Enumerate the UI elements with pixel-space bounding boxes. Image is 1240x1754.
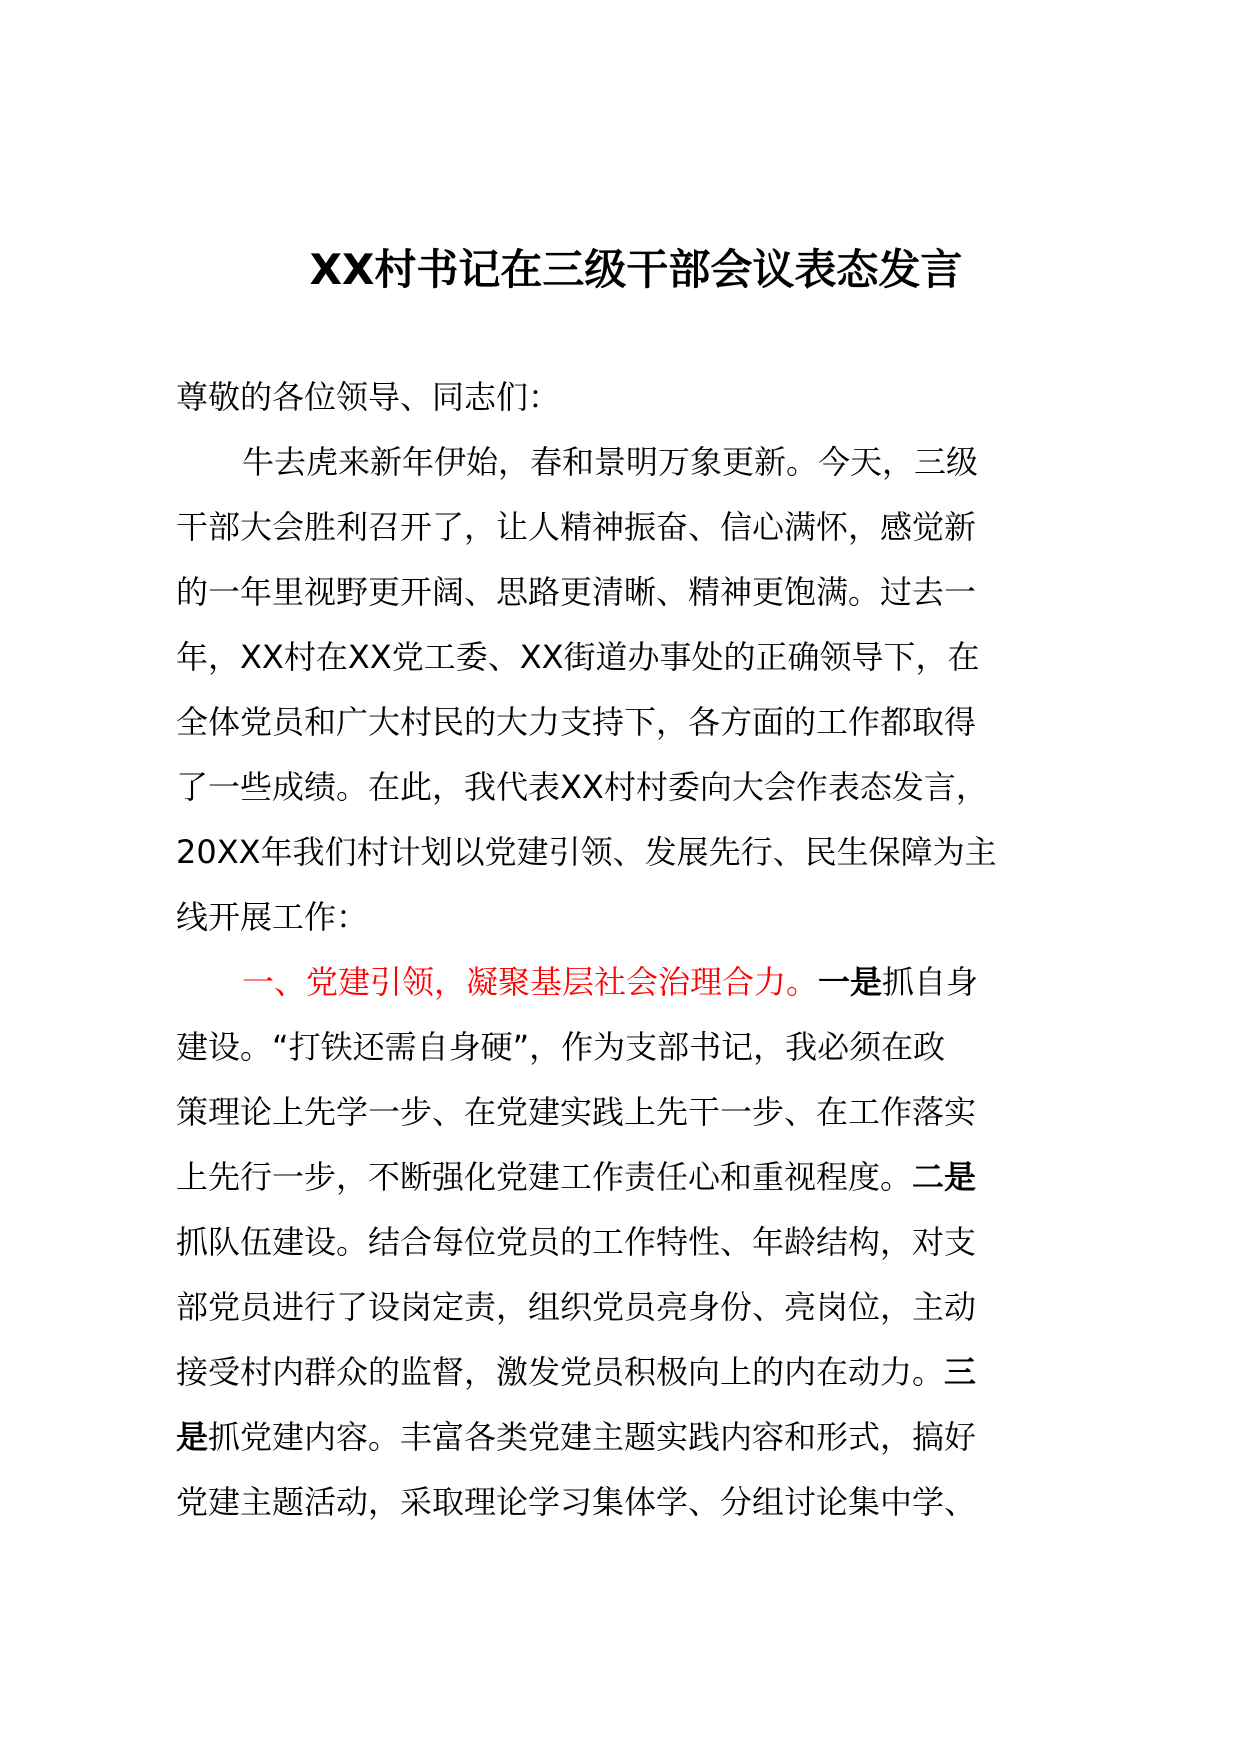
point-2-marker: 二是 [912, 1158, 977, 1196]
paragraph-line: 线开展工作： [176, 898, 369, 936]
document-body [176, 365, 1106, 1535]
paragraph-line: 干部大会胜利召开了，让人精神振奋、信心满怀，感觉新 [176, 508, 977, 546]
section-1-first-line [176, 950, 1106, 1015]
paragraph-line: 建设。“打铁还需自身硬”，作为支部书记，我必须在政 [176, 1028, 946, 1066]
paragraph-text: 抓党建内容。丰富各类党建主题实践内容和形式，搞好 [208, 1418, 977, 1456]
section-1-heading: 一、党建引领，凝聚基层社会治理合力。 [242, 963, 819, 1001]
paragraph-text: 上先行一步，不断强化党建工作责任心和重视程度。 [176, 1158, 913, 1196]
point-1-marker: 一是 [818, 963, 883, 1001]
paragraph-line: 牛去虎来新年伊始，春和景明万象更新。今天，三级 [242, 443, 979, 481]
paragraph-line: 全体党员和广大村民的大力支持下，各方面的工作都取得 [176, 703, 977, 741]
paragraph-line: 的一年里视野更开阔、思路更清晰、精神更饱满。过去一 [176, 573, 977, 611]
salutation: 尊敬的各位领导、同志们： [176, 378, 561, 416]
document-title: XX村书记在三级干部会议表态发言 [309, 245, 963, 294]
paragraph-line [176, 1405, 1106, 1470]
paragraph-line: 部党员进行了设岗定责，组织党员亮身份、亮岗位，主动 [176, 1288, 977, 1326]
paragraph-line [176, 1145, 1106, 1210]
paragraph-line: 党建主题活动，采取理论学习集体学、分组讨论集中学、 [176, 1483, 977, 1521]
paragraph-line: 20XX年我们村计划以党建引领、发展先行、民生保障为主 [176, 833, 997, 871]
paragraph-text: 抓自身 [882, 963, 979, 1001]
point-3-marker-end: 是 [176, 1418, 209, 1456]
paragraph-line: 抓队伍建设。结合每位党员的工作特性、年龄结构，对支 [176, 1223, 977, 1261]
point-3-marker-start: 三 [944, 1353, 977, 1391]
paragraph-text: 接受村内群众的监督，激发党员积极向上的内在动力。 [176, 1353, 945, 1391]
paragraph-line [176, 1340, 1106, 1405]
paragraph-line: 了一些成绩。在此，我代表XX村村委向大会作表态发言， [176, 768, 988, 806]
paragraph-line: 策理论上先学一步、在党建实践上先干一步、在工作落实 [176, 1093, 977, 1131]
paragraph-line: 年，XX村在XX党工委、XX街道办事处的正确领导下，在 [176, 638, 980, 676]
